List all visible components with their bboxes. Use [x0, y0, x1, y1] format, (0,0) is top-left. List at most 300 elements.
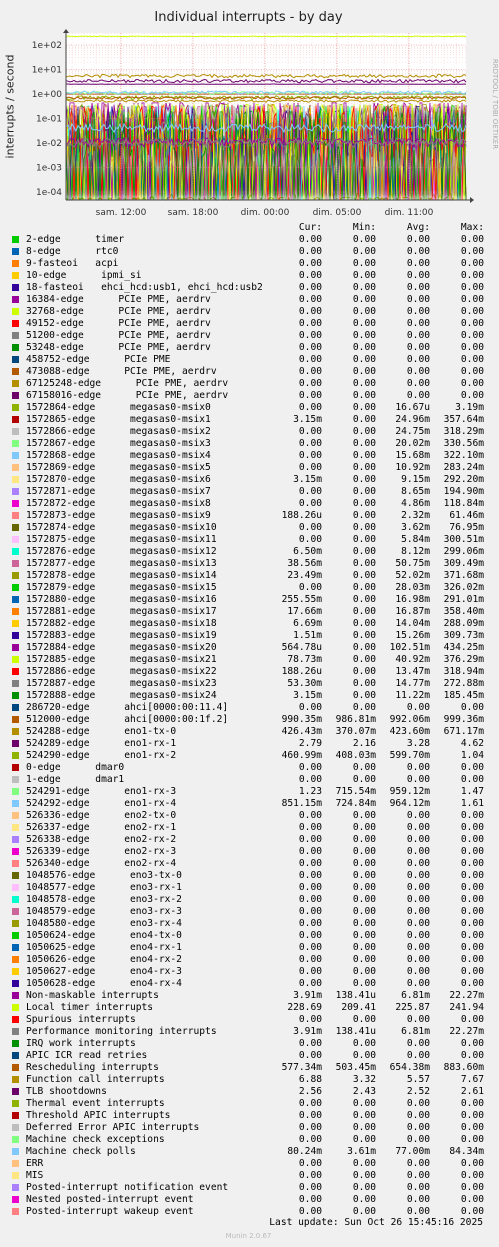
legend-row — [12, 1026, 492, 1038]
legend-swatch — [12, 236, 19, 243]
series-max-value: 194.90m — [443, 486, 484, 497]
series-cur-value: 0.00 — [298, 1110, 322, 1121]
series-cur-value: 228.69 — [287, 1002, 322, 1013]
series-avg-value: 10.92m — [395, 462, 430, 473]
series-max-value: 0.00 — [460, 966, 484, 977]
series-label: 1572876-edge megasas0-msix12 — [26, 546, 217, 557]
series-max-value: 0.00 — [460, 894, 484, 905]
series-cur-value: 0.00 — [298, 1050, 322, 1061]
series-avg-value: 0.00 — [406, 1194, 430, 1205]
legend-row — [12, 1182, 492, 1194]
legend-row — [12, 1086, 492, 1098]
series-max-value: 0.00 — [460, 954, 484, 965]
legend-swatch — [12, 896, 19, 903]
series-cur-value: 0.00 — [298, 306, 322, 317]
legend-swatch — [12, 1136, 19, 1143]
legend-row — [12, 786, 492, 798]
series-label: Machine check exceptions — [26, 1134, 165, 1145]
series-avg-value: 0.00 — [406, 762, 430, 773]
series-label: 1050627-edge eno4-rx-3 — [26, 966, 182, 977]
series-max-value: 326.02m — [443, 582, 484, 593]
series-min-value: 0.00 — [352, 702, 376, 713]
series-label: 1572878-edge megasas0-msix14 — [26, 570, 217, 581]
series-label: 1572884-edge megasas0-msix20 — [26, 642, 217, 653]
series-min-value: 0.00 — [352, 1122, 376, 1133]
series-label: 0-edge dmar0 — [26, 762, 125, 773]
series-label: 1572866-edge megasas0-msix2 — [26, 426, 211, 437]
series-avg-value: 992.06m — [389, 714, 430, 725]
series-min-value: 0.00 — [352, 366, 376, 377]
series-label: 1050624-edge eno4-tx-0 — [26, 930, 182, 941]
series-label: 1572877-edge megasas0-msix13 — [26, 558, 217, 569]
series-label: 32768-edge PCIe PME, aerdrv — [26, 306, 211, 317]
legend-swatch — [12, 920, 19, 927]
series-min-value: 0.00 — [352, 462, 376, 473]
series-min-value: 0.00 — [352, 1206, 376, 1217]
series-max-value: 0.00 — [460, 846, 484, 857]
legend-swatch — [12, 1016, 19, 1023]
legend-swatch — [12, 1184, 19, 1191]
series-cur-value: 0.00 — [298, 426, 322, 437]
series-min-value: 138.41u — [335, 990, 376, 1001]
legend-swatch — [12, 860, 19, 867]
series-label: Local timer interrupts — [26, 1002, 154, 1013]
legend-row — [12, 642, 492, 654]
legend-swatch — [12, 248, 19, 255]
series-label: 524289-edge eno1-rx-1 — [26, 738, 177, 749]
series-max-value: 0.00 — [460, 270, 484, 281]
chart-plot — [0, 0, 497, 222]
legend-row — [12, 462, 492, 474]
legend-swatch — [12, 668, 19, 675]
legend-row — [12, 450, 492, 462]
series-label: 1572870-edge megasas0-msix6 — [26, 474, 211, 485]
series-min-value: 0.00 — [352, 606, 376, 617]
series-label: 526339-edge eno2-rx-3 — [26, 846, 177, 857]
series-avg-value: 0.00 — [406, 774, 430, 785]
series-max-value: 0.00 — [460, 294, 484, 305]
legend-row — [12, 726, 492, 738]
series-avg-value: 0.00 — [406, 966, 430, 977]
legend-swatch — [12, 464, 19, 471]
series-avg-value: 0.00 — [406, 1110, 430, 1121]
series-avg-value: 0.00 — [406, 330, 430, 341]
series-label: Spurious interrupts — [26, 1014, 136, 1025]
legend-swatch — [12, 1196, 19, 1203]
legend-row — [12, 930, 492, 942]
series-label: 524290-edge eno1-rx-2 — [26, 750, 177, 761]
series-cur-value: 1.23 — [298, 786, 322, 797]
legend-swatch — [12, 884, 19, 891]
x-tick-label: sam. 18:00 — [167, 208, 219, 218]
series-max-value: 999.36m — [443, 714, 484, 725]
series-label: Threshold APIC interrupts — [26, 1110, 171, 1121]
legend-row — [12, 1062, 492, 1074]
series-max-value: 241.94 — [449, 1002, 484, 1013]
series-cur-value: 2.79 — [298, 738, 322, 749]
series-max-value: 0.00 — [460, 1194, 484, 1205]
series-min-value: 0.00 — [352, 402, 376, 413]
series-max-value: 0.00 — [460, 1170, 484, 1181]
series-avg-value: 654.38m — [389, 1062, 430, 1073]
series-avg-value: 0.00 — [406, 870, 430, 881]
series-cur-value: 78.73m — [287, 654, 322, 665]
series-max-value: 0.00 — [460, 1182, 484, 1193]
series-max-value: 322.10m — [443, 450, 484, 461]
series-label: Function call interrupts — [26, 1074, 165, 1085]
series-min-value: 0.00 — [352, 306, 376, 317]
series-max-value: 61.46m — [449, 510, 484, 521]
legend-swatch — [12, 1100, 19, 1107]
series-label: Machine check polls — [26, 1146, 136, 1157]
series-cur-value: 0.00 — [298, 1194, 322, 1205]
legend-row — [12, 918, 492, 930]
series-label: 473088-edge PCIe PME, aerdrv — [26, 366, 217, 377]
legend-row — [12, 1158, 492, 1170]
series-max-value: 1.47 — [460, 786, 484, 797]
series-min-value: 3.61m — [347, 1146, 376, 1157]
series-label: IRQ work interrupts — [26, 1038, 136, 1049]
series-cur-value: 0.00 — [298, 330, 322, 341]
series-label: 51200-edge PCIe PME, aerdrv — [26, 330, 211, 341]
series-cur-value: 188.26u — [281, 510, 322, 521]
series-cur-value: 0.00 — [298, 858, 322, 869]
series-avg-value: 5.57 — [406, 1074, 430, 1085]
series-min-value: 0.00 — [352, 978, 376, 989]
series-min-value: 0.00 — [352, 1182, 376, 1193]
series-min-value: 0.00 — [352, 558, 376, 569]
series-min-value: 408.03m — [335, 750, 376, 761]
series-cur-value: 0.00 — [298, 942, 322, 953]
series-cur-value: 0.00 — [298, 270, 322, 281]
series-cur-value: 6.50m — [293, 546, 322, 557]
series-avg-value: 0.00 — [406, 1050, 430, 1061]
legend-row — [12, 390, 492, 402]
series-max-value: 0.00 — [460, 330, 484, 341]
y-axis-label: interrupts / second — [3, 54, 17, 159]
legend-row — [12, 894, 492, 906]
series-avg-value: 16.98m — [395, 594, 430, 605]
legend-row — [12, 1110, 492, 1122]
legend-row — [12, 774, 492, 786]
series-cur-value: 0.00 — [298, 258, 322, 269]
legend-swatch — [12, 404, 19, 411]
series-label: 67125248-edge PCIe PME, aerdrv — [26, 378, 229, 389]
series-min-value: 0.00 — [352, 522, 376, 533]
series-avg-value: 4.86m — [401, 498, 430, 509]
col-cur-header: Cur: — [298, 222, 322, 233]
series-min-value: 0.00 — [352, 846, 376, 857]
legend-swatch — [12, 296, 19, 303]
series-max-value: 0.00 — [460, 246, 484, 257]
series-min-value: 0.00 — [352, 930, 376, 941]
series-max-value: 434.25m — [443, 642, 484, 653]
series-cur-value: 188.26u — [281, 666, 322, 677]
series-avg-value: 102.51m — [389, 642, 430, 653]
legend-swatch — [12, 848, 19, 855]
series-min-value: 0.00 — [352, 582, 376, 593]
series-max-value: 0.00 — [460, 870, 484, 881]
legend-row — [12, 846, 492, 858]
series-label: 1572880-edge megasas0-msix16 — [26, 594, 217, 605]
legend-swatch — [12, 1040, 19, 1047]
series-cur-value: 0.00 — [298, 1158, 322, 1169]
series-label: 524288-edge eno1-tx-0 — [26, 726, 177, 737]
legend-row — [12, 246, 492, 258]
legend-row — [12, 282, 492, 294]
series-cur-value: 0.00 — [298, 294, 322, 305]
series-avg-value: 0.00 — [406, 1206, 430, 1217]
series-cur-value: 0.00 — [298, 438, 322, 449]
series-label: 1572871-edge megasas0-msix7 — [26, 486, 211, 497]
series-min-value: 0.00 — [352, 282, 376, 293]
series-avg-value: 9.15m — [401, 474, 430, 485]
series-min-value: 0.00 — [352, 1194, 376, 1205]
series-min-value: 0.00 — [352, 354, 376, 365]
series-avg-value: 0.00 — [406, 846, 430, 857]
series-avg-value: 0.00 — [406, 822, 430, 833]
series-avg-value: 3.62m — [401, 522, 430, 533]
series-avg-value: 0.00 — [406, 906, 430, 917]
series-max-value: 0.00 — [460, 1134, 484, 1145]
series-max-value: 671.17m — [443, 726, 484, 737]
series-min-value: 0.00 — [352, 426, 376, 437]
series-max-value: 0.00 — [460, 1098, 484, 1109]
legend-row — [12, 666, 492, 678]
legend-swatch — [12, 1124, 19, 1131]
series-max-value: 0.00 — [460, 1014, 484, 1025]
series-avg-value: 0.00 — [406, 930, 430, 941]
series-max-value: 0.00 — [460, 378, 484, 389]
legend-swatch — [12, 584, 19, 591]
series-avg-value: 2.52 — [406, 1086, 430, 1097]
series-max-value: 299.06m — [443, 546, 484, 557]
series-max-value: 0.00 — [460, 234, 484, 245]
series-avg-value: 0.00 — [406, 954, 430, 965]
series-avg-value: 0.00 — [406, 978, 430, 989]
series-min-value: 0.00 — [352, 1014, 376, 1025]
legend-row — [12, 306, 492, 318]
series-min-value: 370.07m — [335, 726, 376, 737]
series-min-value: 0.00 — [352, 1134, 376, 1145]
series-cur-value: 6.88 — [298, 1074, 322, 1085]
legend-swatch — [12, 560, 19, 567]
series-max-value: 1.04 — [460, 750, 484, 761]
series-avg-value: 28.03m — [395, 582, 430, 593]
series-label: 8-edge rtc0 — [26, 246, 119, 257]
series-max-value: 0.00 — [460, 942, 484, 953]
last-update: Last update: Sun Oct 26 15:45:16 2025 — [269, 1217, 483, 1228]
legend-row — [12, 738, 492, 750]
legend-row — [12, 342, 492, 354]
series-min-value: 0.00 — [352, 594, 376, 605]
legend-swatch — [12, 452, 19, 459]
y-tick-label: 1e-04 — [36, 188, 62, 198]
y-tick-label: 1e-02 — [36, 139, 62, 149]
series-label: 1048580-edge eno3-rx-4 — [26, 918, 182, 929]
legend-row — [12, 1050, 492, 1062]
series-cur-value: 0.00 — [298, 966, 322, 977]
legend-swatch — [12, 764, 19, 771]
legend-swatch — [12, 704, 19, 711]
series-max-value: 0.00 — [460, 810, 484, 821]
series-label: 49152-edge PCIe PME, aerdrv — [26, 318, 211, 329]
legend-row — [12, 354, 492, 366]
legend-row — [12, 954, 492, 966]
legend-row — [12, 1074, 492, 1086]
series-max-value: 3.19m — [455, 402, 484, 413]
series-cur-value: 0.00 — [298, 882, 322, 893]
series-cur-value: 0.00 — [298, 1014, 322, 1025]
series-min-value: 0.00 — [352, 942, 376, 953]
legend-row — [12, 1134, 492, 1146]
series-avg-value: 3.28 — [406, 738, 430, 749]
legend-row — [12, 882, 492, 894]
legend-row — [12, 594, 492, 606]
legend-swatch — [12, 368, 19, 375]
series-label: 9-fasteoi acpi — [26, 258, 119, 269]
series-label: 1572868-edge megasas0-msix4 — [26, 450, 211, 461]
series-max-value: 272.88m — [443, 678, 484, 689]
series-avg-value: 0.00 — [406, 702, 430, 713]
series-cur-value: 426.43m — [281, 726, 322, 737]
legend-row — [12, 1122, 492, 1134]
series-cur-value: 17.66m — [287, 606, 322, 617]
legend-swatch — [12, 1208, 19, 1215]
series-label: 1572872-edge megasas0-msix8 — [26, 498, 211, 509]
series-cur-value: 0.00 — [298, 774, 322, 785]
x-tick-label: dim. 05:00 — [312, 208, 362, 218]
series-avg-value: 0.00 — [406, 258, 430, 269]
series-max-value: 883.60m — [443, 1062, 484, 1073]
legend-row — [12, 366, 492, 378]
series-avg-value: 50.75m — [395, 558, 430, 569]
series-min-value: 0.00 — [352, 618, 376, 629]
series-max-value: 0.00 — [460, 906, 484, 917]
legend-swatch — [12, 1028, 19, 1035]
x-tick-label: dim. 11:00 — [384, 208, 434, 218]
legend-swatch — [12, 824, 19, 831]
series-min-value: 0.00 — [352, 378, 376, 389]
series-label: 1572886-edge megasas0-msix22 — [26, 666, 217, 677]
series-cur-value: 0.00 — [298, 810, 322, 821]
legend-swatch — [12, 380, 19, 387]
legend-row — [12, 822, 492, 834]
series-max-value: 185.45m — [443, 690, 484, 701]
series-cur-value: 0.00 — [298, 342, 322, 353]
series-avg-value: 0.00 — [406, 894, 430, 905]
series-cur-value: 990.35m — [281, 714, 322, 725]
legend-swatch — [12, 692, 19, 699]
legend-swatch — [12, 620, 19, 627]
legend-row — [12, 762, 492, 774]
series-avg-value: 0.00 — [406, 282, 430, 293]
legend-swatch — [12, 836, 19, 843]
series-avg-value: 11.22m — [395, 690, 430, 701]
legend-row — [12, 1014, 492, 1026]
series-avg-value: 0.00 — [406, 918, 430, 929]
legend-swatch — [12, 1160, 19, 1167]
series-min-value: 724.84m — [335, 798, 376, 809]
series-max-value: 0.00 — [460, 822, 484, 833]
series-cur-value: 0.00 — [298, 1170, 322, 1181]
series-label: 526340-edge eno2-rx-4 — [26, 858, 177, 869]
series-avg-value: 2.32m — [401, 510, 430, 521]
series-avg-value: 0.00 — [406, 858, 430, 869]
x-axis-arrow — [470, 197, 474, 203]
series-label: 67158016-edge PCIe PME, aerdrv — [26, 390, 229, 401]
legend-swatch — [12, 260, 19, 267]
series-label: TLB shootdowns — [26, 1086, 107, 1097]
series-cur-value: 0.00 — [298, 522, 322, 533]
series-label: 1572869-edge megasas0-msix5 — [26, 462, 211, 473]
series-max-value: 1.61 — [460, 798, 484, 809]
legend-row — [12, 750, 492, 762]
series-min-value: 0.00 — [352, 486, 376, 497]
series-label: 10-edge ipmi_si — [26, 270, 142, 281]
legend-row — [12, 570, 492, 582]
series-avg-value: 52.02m — [395, 570, 430, 581]
series-label: APIC ICR read retries — [26, 1050, 148, 1061]
series-min-value: 0.00 — [352, 270, 376, 281]
series-label: Rescheduling interrupts — [26, 1062, 159, 1073]
series-avg-value: 0.00 — [406, 1038, 430, 1049]
series-max-value: 358.40m — [443, 606, 484, 617]
series-avg-value: 423.60m — [389, 726, 430, 737]
legend-swatch — [12, 1004, 19, 1011]
series-label: Posted-interrupt notification event — [26, 1182, 229, 1193]
series-label: 1048577-edge eno3-rx-1 — [26, 882, 182, 893]
series-max-value: 0.00 — [460, 258, 484, 269]
legend-swatch — [12, 320, 19, 327]
series-min-value: 0.00 — [352, 690, 376, 701]
series-cur-value: 6.69m — [293, 618, 322, 629]
series-cur-value: 0.00 — [298, 906, 322, 917]
series-min-value: 0.00 — [352, 534, 376, 545]
series-cur-value: 0.00 — [298, 822, 322, 833]
x-tick-label: dim. 00:00 — [240, 208, 290, 218]
series-cur-value: 0.00 — [298, 1182, 322, 1193]
legend-swatch — [12, 944, 19, 951]
series-avg-value: 13.47m — [395, 666, 430, 677]
series-avg-value: 599.70m — [389, 750, 430, 761]
series-label: 526336-edge eno2-tx-0 — [26, 810, 177, 821]
legend-row — [12, 690, 492, 702]
series-label: Deferred Error APIC interrupts — [26, 1122, 200, 1133]
series-avg-value: 15.26m — [395, 630, 430, 641]
series-min-value: 0.00 — [352, 858, 376, 869]
legend-row — [12, 426, 492, 438]
legend-row — [12, 618, 492, 630]
legend-swatch — [12, 548, 19, 555]
series-max-value: 0.00 — [460, 858, 484, 869]
series-label: Nested posted-interrupt event — [26, 1194, 194, 1205]
legend-swatch — [12, 776, 19, 783]
series-min-value: 0.00 — [352, 450, 376, 461]
series-label: 1050626-edge eno4-rx-2 — [26, 954, 182, 965]
series-label: 1572873-edge megasas0-msix9 — [26, 510, 211, 521]
series-min-value: 0.00 — [352, 414, 376, 425]
series-avg-value: 6.81m — [401, 1026, 430, 1037]
series-cur-value: 23.49m — [287, 570, 322, 581]
series-label: 512000-edge ahci[0000:00:1f.2] — [26, 714, 229, 725]
series-avg-value: 20.02m — [395, 438, 430, 449]
series-max-value: 22.27m — [449, 1026, 484, 1037]
series-min-value: 0.00 — [352, 234, 376, 245]
series-cur-value: 0.00 — [298, 846, 322, 857]
legend-swatch — [12, 308, 19, 315]
legend-row — [12, 870, 492, 882]
